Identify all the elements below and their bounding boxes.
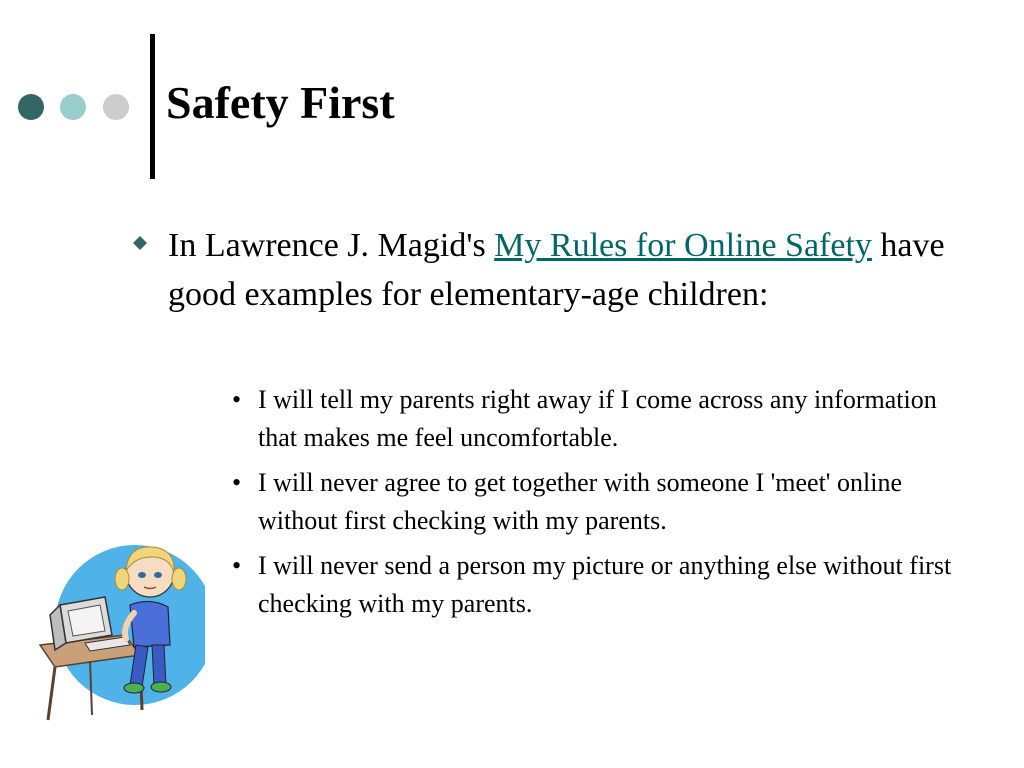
diamond-bullet-icon — [133, 236, 147, 250]
main-bullet-text-after: have good examples for elementary-age children: — [168, 227, 945, 313]
sub-bullet-list — [232, 381, 952, 630]
title-divider — [150, 34, 155, 179]
decorative-dot-light — [60, 94, 86, 120]
main-bullet-text-before: In Lawrence J. Magid's — [168, 227, 495, 264]
girl-at-computer-illustration — [30, 535, 205, 730]
sub-bullet-text: I will tell my parents right away if I come across any information that makes me feel uncomfortable. — [258, 385, 937, 452]
sub-bullet-text: I will never send a person my picture or anything else without first checking with my parents. — [258, 551, 952, 618]
slide-title: Safety First — [166, 77, 395, 128]
sub-bullet-item — [232, 547, 952, 623]
bullet-dot-icon: • — [232, 551, 242, 580]
main-bullet-text — [168, 221, 1018, 319]
bullet-dot-icon: • — [232, 468, 242, 497]
decorative-dot-gray — [103, 94, 129, 120]
decorative-dot-dark — [18, 94, 44, 120]
sub-bullet-text: I will never agree to get together with someone I 'meet' online without first checking with my parents. — [258, 468, 902, 535]
online-safety-link[interactable]: My Rules for Online Safety — [494, 227, 872, 264]
sub-bullet-item — [232, 464, 952, 540]
bullet-dot-icon: • — [232, 385, 242, 414]
sub-bullet-item — [232, 381, 952, 457]
